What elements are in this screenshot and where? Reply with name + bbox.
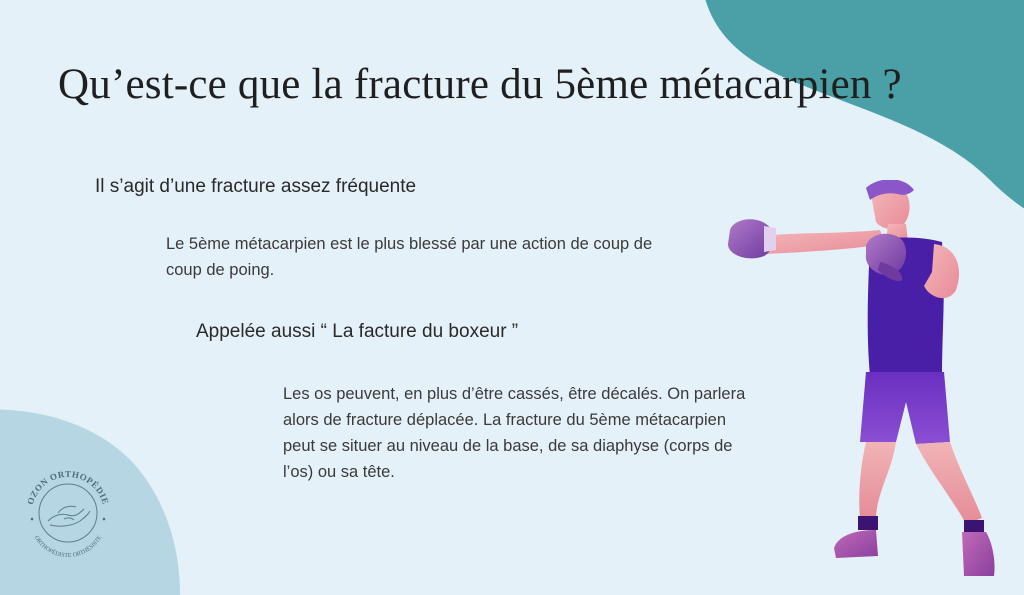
heading-frequent-fracture: Il s’agit d’une fracture assez fréquente (95, 176, 417, 197)
paragraph-line: peut se situer au niveau de la base, de sa diaphyse (corps de (283, 437, 733, 455)
boxer-illustration (720, 180, 1020, 576)
paragraph-line: Le 5ème métacarpien est le plus blessé par une action de coup de (166, 235, 653, 253)
paragraph-line: alors de fracture déplacée. La fracture du 5ème métacarpien (283, 411, 727, 429)
paragraph-displaced-fracture (283, 381, 783, 485)
ozon-orthopedie-logo (18, 463, 118, 563)
svg-text:ORTHOPÉDISTE ORTHÉSISTE (33, 535, 104, 559)
hand-icon (48, 506, 90, 526)
svg-text:OZON ORTHOPÉDIE (25, 469, 111, 506)
logo-top-text: OZON ORTHOPÉDIE (25, 468, 111, 506)
paragraph-line: l’os) ou sa tête. (283, 463, 395, 481)
paragraph-line: Les os peuvent, en plus d’être cassés, être décalés. On parlera (283, 385, 746, 403)
slide-title: Qu’est-ce que la fracture du 5ème métacarpien ? (58, 61, 902, 108)
logo-bottom-text: ORTHOPÉDISTE ORTHÉSISTE (32, 534, 104, 560)
paragraph-line: coup de poing. (166, 261, 275, 279)
heading-boxer-fracture: Appelée aussi “ La facture du boxeur ” (196, 321, 519, 342)
paragraph-most-injured (166, 231, 726, 283)
